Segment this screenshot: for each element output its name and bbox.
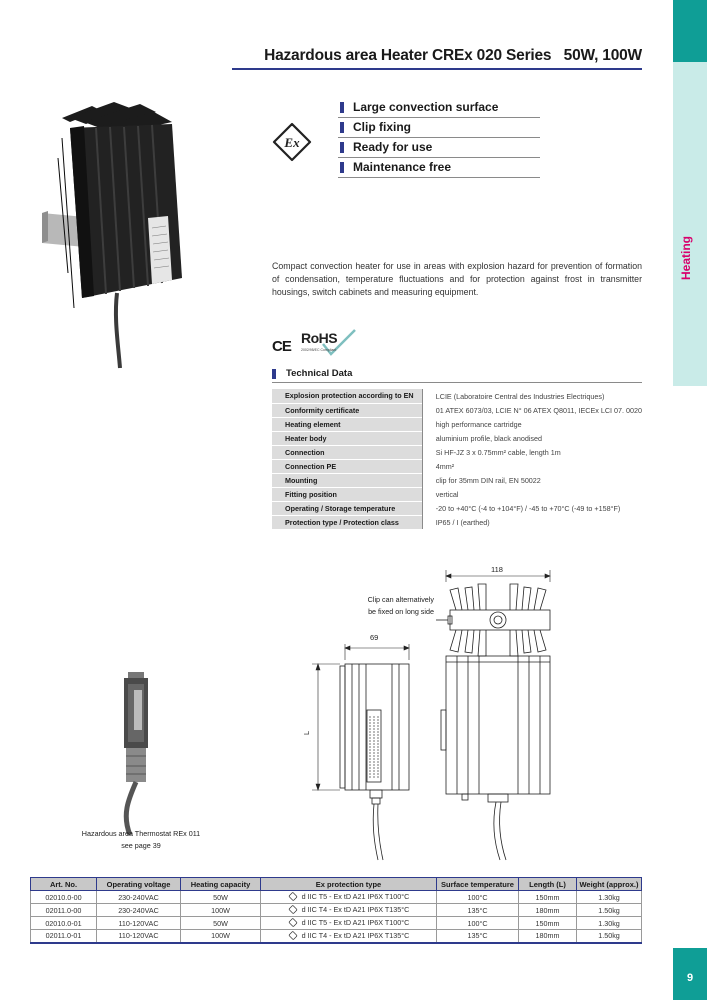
product-photo <box>22 98 192 370</box>
technical-data-row <box>272 459 642 473</box>
table-cell: 150mm <box>519 891 577 904</box>
table-cell: 02011.0-01 <box>31 930 97 943</box>
order-table <box>30 877 642 944</box>
technical-data-row <box>272 515 642 529</box>
ce-mark: CE <box>272 338 291 355</box>
ex-protection-icon <box>288 918 297 927</box>
technical-data-key: Connection <box>272 445 422 459</box>
technical-data-key: Conformity certificate <box>272 403 422 417</box>
page-title: Hazardous area Heater CREx 020 Series 50W, 100W <box>264 47 642 64</box>
technical-data-table <box>272 389 642 529</box>
side-tab-top-block <box>673 0 707 62</box>
table-row <box>31 904 642 917</box>
technical-data-row <box>272 431 642 445</box>
dimension-length: L <box>302 730 311 735</box>
column-header: Ex protection type <box>261 878 437 891</box>
ex-protection-icon <box>288 905 297 914</box>
technical-data-value: IP65 / I (earthed) <box>422 515 642 529</box>
technical-data-value: -20 to +40°C (-4 to +104°F) / -45 to +70°C (-49 to +158°F) <box>422 501 642 515</box>
table-cell: 180mm <box>519 904 577 917</box>
page-number: 9 <box>686 972 694 984</box>
table-cell: 100°C <box>437 891 519 904</box>
table-row <box>31 930 642 943</box>
column-header: Operating voltage <box>97 878 181 891</box>
table-cell: 02011.0-00 <box>31 904 97 917</box>
technical-data-heading: Technical Data <box>272 367 642 382</box>
table-cell: 1.50kg <box>577 930 642 943</box>
table-cell: 50W <box>181 917 261 930</box>
ex-protection-text: d IIC T4 - Ex tD A21 IP6X T135°C <box>301 905 410 915</box>
product-description: Compact convection heater for use in areas with explosion hazard for prevention of formation of condensation, temperature fluctuations and for protection against frost in transmitter housings, switch cabinets and measuring equipment. <box>272 261 642 297</box>
ex-protection-text: d IIC T5 - Ex tD A21 IP6X T100°C <box>301 918 410 928</box>
side-view <box>441 656 550 860</box>
technical-data-key: Explosion protection according to EN <box>272 389 422 403</box>
ex-protection-text: d IIC T4 - Ex tD A21 IP6X T135°C <box>301 930 410 940</box>
table-cell: 230-240VAC <box>97 891 181 904</box>
table-cell: 02010.0-00 <box>31 891 97 904</box>
table-cell <box>261 904 437 917</box>
rohs-logo <box>297 328 359 358</box>
technical-data-key: Heating element <box>272 417 422 431</box>
side-tab-section <box>673 62 707 386</box>
table-cell: 110-120VAC <box>97 930 181 943</box>
table-row <box>31 891 642 904</box>
technical-drawing <box>0 560 673 870</box>
technical-data-key: Mounting <box>272 473 422 487</box>
top-view-profile <box>436 584 550 656</box>
column-header: Length (L) <box>519 878 577 891</box>
table-cell: 100°C <box>437 917 519 930</box>
dimension-front-width: 69 <box>370 633 379 642</box>
table-cell: 1.30kg <box>577 917 642 930</box>
front-view <box>340 664 409 860</box>
technical-data-value: 01 ATEX 6073/03, LCIE N° 06 ATEX Q8011, IECEx LCI 07. 0020 <box>422 403 642 417</box>
rohs-subtext: 2002/95/EC Compliant <box>301 348 337 352</box>
ex-protection-icon <box>288 930 297 939</box>
column-header: Surface temperature <box>437 878 519 891</box>
table-cell <box>261 917 437 930</box>
technical-data-key: Connection PE <box>272 459 422 473</box>
ex-explosion-protection-icon <box>272 122 312 162</box>
technical-data-value: Si HF-JZ 3 x 0.75mm² cable, length 1m <box>422 445 642 459</box>
feature-item: Large convection surface <box>338 98 540 118</box>
ex-protection-text: d IIC T5 - Ex tD A21 IP6X T100°C <box>301 892 410 902</box>
dimension-side-width: 118 <box>491 565 503 574</box>
technical-data-row <box>272 403 642 417</box>
technical-data-value: aluminium profile, black anodised <box>422 431 642 445</box>
technical-data-value: vertical <box>422 487 642 501</box>
technical-data-key: Operating / Storage temperature <box>272 501 422 515</box>
column-header: Weight (approx.) <box>577 878 642 891</box>
table-cell: 110-120VAC <box>97 917 181 930</box>
table-cell: 150mm <box>519 917 577 930</box>
technical-data-row <box>272 501 642 515</box>
clip-note-line: Clip can alternatively <box>367 595 434 604</box>
technical-data-key: Heater body <box>272 431 422 445</box>
table-cell: 1.30kg <box>577 891 642 904</box>
table-cell: 135°C <box>437 904 519 917</box>
table-cell: 02010.0-01 <box>31 917 97 930</box>
table-cell <box>261 891 437 904</box>
technical-data-value: clip for 35mm DIN rail, EN 50022 <box>422 473 642 487</box>
table-cell: 135°C <box>437 930 519 943</box>
technical-data-row <box>272 487 642 501</box>
table-cell: 230-240VAC <box>97 904 181 917</box>
thermostat-caption-line: Hazardous area Thermostat REx 011 <box>81 829 201 838</box>
clip-note <box>350 594 434 618</box>
table-cell: 50W <box>181 891 261 904</box>
table-cell <box>261 930 437 943</box>
technical-data-row <box>272 417 642 431</box>
clip-note-line: be fixed on long side <box>368 607 434 616</box>
side-tab <box>673 0 707 1000</box>
svg-text:Ex: Ex <box>284 135 300 150</box>
table-cell: 180mm <box>519 930 577 943</box>
technical-data-key: Fitting position <box>272 487 422 501</box>
rohs-text: RoHS <box>301 330 338 346</box>
table-cell: 100W <box>181 904 261 917</box>
thermostat-caption-line: see page 39 <box>121 841 161 850</box>
technical-data-value: 4mm² <box>422 459 642 473</box>
technical-data-value: LCIE (Laboratoire Central des Industries Electriques) <box>422 389 642 403</box>
ex-protection-icon <box>288 892 297 901</box>
section-label: Heating <box>679 236 693 281</box>
thermostat-caption <box>66 828 216 852</box>
feature-item: Clip fixing <box>338 118 540 138</box>
column-header: Heating capacity <box>181 878 261 891</box>
technical-data-value: high performance cartridge <box>422 417 642 431</box>
technical-data-row <box>272 473 642 487</box>
table-cell: 1.50kg <box>577 904 642 917</box>
table-cell: 100W <box>181 930 261 943</box>
feature-item: Ready for use <box>338 138 540 158</box>
thermostat-illustration <box>124 672 148 835</box>
technical-data-rule <box>272 382 642 383</box>
technical-data-key: Protection type / Protection class <box>272 515 422 529</box>
title-rule <box>232 68 642 70</box>
technical-data-row <box>272 445 642 459</box>
table-row <box>31 917 642 930</box>
technical-data-row <box>272 389 642 403</box>
feature-list <box>338 98 540 178</box>
feature-item: Maintenance free <box>338 158 540 178</box>
column-header: Art. No. <box>31 878 97 891</box>
